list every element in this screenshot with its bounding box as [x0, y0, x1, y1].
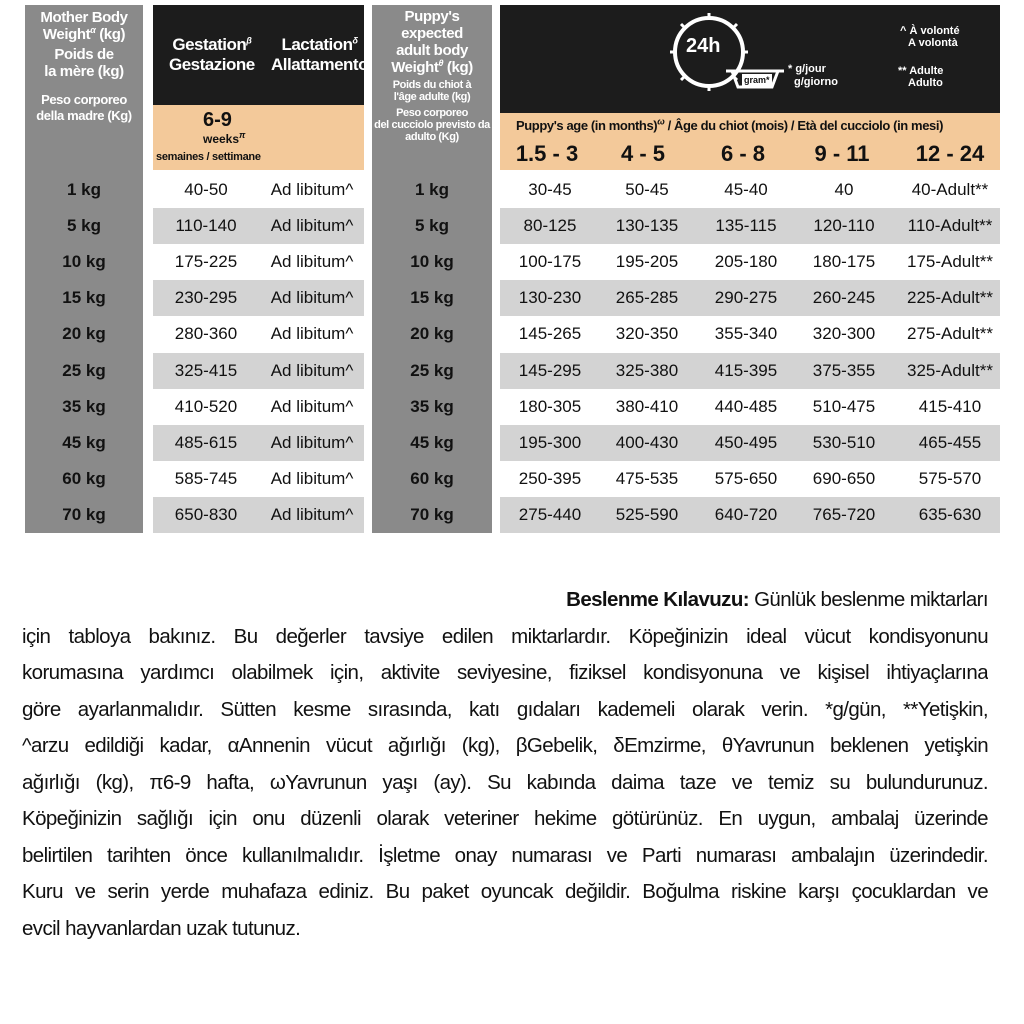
gestation-cell: 650-830 [174, 504, 238, 524]
puppy-age-cell: 380-410 [615, 396, 679, 416]
puppy-weight-header [372, 5, 492, 175]
puppy-weight-cell: 35 kg [410, 396, 454, 416]
adulte-note: ** Adulte [898, 65, 944, 77]
gestation-row [153, 497, 364, 533]
puppy-age-cell: 225-Adult** [906, 288, 993, 308]
paragraph-line-4: göre ayarlanmalıdır. Sütten kesme sırasında, katı gıdaları kademeli olarak verin. *g/gün, **Yetişkin, [22, 697, 988, 721]
paragraph-line-6: ağırlığı (kg), π6-9 hafta, ωYavrunun yaşı (ay). Su kabında daima taze ve temiz su bulundurunuz. [22, 770, 988, 794]
puppy-age-cell: 275-440 [518, 504, 582, 524]
age-range-4: 9 - 11 [814, 141, 870, 166]
puppy-weight-cell: 5 kg [414, 216, 450, 236]
paragraph-line-3: korumasına yardımcı olabilmek için, aktivite seviyesine, fiziksel kondisyonuna ve kişisel ihtiyaçlarına [22, 661, 988, 684]
puppy-age-cell: 575-650 [714, 468, 778, 488]
paragraph-line-10: evcil hayvanlardan uzak tutunuz. [22, 916, 301, 940]
lactation-cell: Ad libitum^ [270, 432, 354, 452]
mother-weight-cell: 70 kg [62, 504, 106, 524]
weeks-fr-it-label: semaines / settimane [156, 151, 261, 163]
puppy-weight-cell: 60 kg [410, 468, 454, 488]
mother-weight-cell: 1 kg [66, 180, 102, 199]
lactation-cell: Ad libitum^ [270, 396, 354, 416]
weeks-range: 6-9 [203, 109, 232, 131]
puppy-weight-cell: 10 kg [410, 252, 454, 272]
clock-bowl-icon [500, 5, 1000, 113]
puppy-age-cell: 130-230 [518, 288, 582, 308]
puppy-age-cell: 40-Adult** [911, 180, 989, 199]
mother-weight-cell: 45 kg [62, 432, 106, 452]
mother-weight-cell: 10 kg [62, 252, 106, 272]
puppy-age-cell: 40 [834, 180, 854, 199]
puppy-age-cell: 415-410 [918, 396, 982, 416]
puppy-age-row [500, 208, 1000, 244]
puppy-age-cell: 290-275 [714, 288, 778, 308]
gestation-row [153, 389, 364, 425]
puppy-age-row [500, 172, 1000, 208]
weeks-label: weeks$^\pi$ [203, 130, 246, 146]
puppy-age-header [500, 5, 1000, 113]
puppy-weight-cell: 45 kg [410, 432, 454, 452]
g-giorno-note: g/giorno [794, 76, 838, 88]
gestation-cell: 40-50 [184, 180, 228, 199]
puppy-age-cell: 475-535 [615, 468, 679, 488]
puppy-age-row [500, 353, 1000, 389]
puppy-age-cell: 265-285 [615, 288, 679, 308]
age-range-2: 4 - 5 [620, 141, 666, 166]
puppy-age-row [500, 389, 1000, 425]
omega-sup: ω [657, 116, 665, 127]
adulto-note: Adulto [908, 77, 943, 89]
a-volonte-note: ^ À volonté [900, 25, 960, 37]
mother-weight-cell: 35 kg [62, 396, 106, 416]
puppy-age-cell: 110-Adult** [907, 216, 993, 236]
puppy-age-row [500, 497, 1000, 533]
puppy-age-cell: 260-245 [812, 288, 876, 308]
mother-header-fr-1: Poids de [54, 46, 114, 63]
mother-header-en-3: (kg) [95, 26, 126, 43]
puppy-age-cell: 375-355 [812, 360, 876, 380]
lactation-cell: Ad libitum^ [270, 252, 354, 272]
puppy-header-fr-2: l'âge adulte (kg) [393, 91, 471, 103]
puppy-age-title: Puppy's age (in months)$^\omega$ / Âge du chiot (mois) / Età del cucciolo (in mesi) [516, 116, 943, 133]
puppy-age-cell: 530-510 [812, 432, 876, 452]
puppy-age-row [500, 425, 1000, 461]
gestation-row [153, 353, 364, 389]
puppy-age-cell: 195-205 [615, 252, 679, 272]
puppy-age-cell: 355-340 [714, 324, 778, 344]
puppy-age-cell: 195-300 [518, 432, 582, 452]
lactation-cell: Ad libitum^ [270, 324, 354, 344]
puppy-age-cell: 415-395 [714, 360, 778, 380]
puppy-header-it-2: del cucciolo previsto da [374, 119, 490, 131]
gestation-lactation-header [153, 5, 368, 105]
gestation-row [153, 172, 364, 208]
puppy-age-cell: 205-180 [714, 252, 778, 272]
puppy-age-cell: 525-590 [615, 504, 679, 524]
puppy-age-subheader [500, 113, 1000, 170]
puppy-age-cell: 640-720 [714, 504, 778, 524]
puppy-header-en-4: (kg) [443, 59, 473, 76]
gestation-cell: 175-225 [174, 252, 238, 272]
puppy-age-cell: 635-630 [918, 504, 982, 524]
theta-sup: θ [438, 58, 444, 68]
g-jour-note: * g/jour [788, 63, 826, 75]
puppy-age-cell: 275-Adult** [906, 324, 993, 344]
puppy-weight-cell: 1 kg [414, 180, 450, 199]
puppy-age-cell: 30-45 [528, 180, 572, 199]
lactation-cell: Ad libitum^ [270, 360, 354, 380]
puppy-age-row [500, 316, 1000, 352]
puppy-header-fr-1: Poids du chiot à [392, 79, 472, 91]
puppy-weight-cell: 70 kg [410, 504, 454, 524]
gram-label: gram* [744, 75, 770, 85]
puppy-age-cell: 120-110 [813, 216, 875, 236]
puppy-age-cell: 440-485 [714, 396, 778, 416]
puppy-header-en-3: Weight [391, 59, 439, 76]
puppy-age-row [500, 244, 1000, 280]
gestation-row [153, 461, 364, 497]
puppy-age-cell: 690-650 [812, 468, 876, 488]
puppy-weight-cell: 20 kg [410, 324, 454, 344]
puppy-age-cell: 325-380 [615, 360, 679, 380]
puppy-header-en-2: adult body [396, 42, 468, 59]
puppy-header-it-1: Peso corporeo [396, 107, 468, 119]
mother-header-en-1: Mother Body [40, 9, 128, 26]
mother-weight-column [25, 5, 143, 533]
mother-weight-cell: 25 kg [62, 360, 106, 380]
clock-24h-label: 24h [686, 35, 721, 57]
paragraph-title: Beslenme Kılavuzu: [566, 588, 749, 611]
paragraph-line-8: belirtilen tarihten önce kullanılmalıdır. İşletme onay numarası ve Parti numarası ambalajın üzerindedir. [22, 843, 988, 867]
puppy-age-cell: 765-720 [812, 504, 876, 524]
puppy-age-row [500, 280, 1000, 316]
mother-weight-cell: 60 kg [62, 468, 106, 488]
mother-header-fr-2: la mère (kg) [44, 63, 124, 80]
pi-sup: π [239, 130, 246, 140]
paragraph-line-9: Kuru ve serin yerde muhafaza ediniz. Bu paket oyuncak değildir. Boğulma riskine karşı çocuklardan ve [22, 880, 988, 903]
lactation-cell: Ad libitum^ [270, 180, 354, 199]
mother-header-it-1: Peso corporeo [41, 92, 127, 107]
mother-weight-cell: 20 kg [62, 324, 106, 344]
lactation-cell: Ad libitum^ [270, 504, 354, 524]
puppy-weight-cell: 25 kg [410, 360, 454, 380]
delta-sup: δ [352, 35, 358, 46]
age-range-5: 12 - 24 [915, 141, 985, 166]
alpha-sup: α [90, 25, 96, 35]
gestation-cell: 280-360 [174, 324, 238, 344]
lactation-cell: Ad libitum^ [270, 468, 354, 488]
lactation-cell: Ad libitum^ [270, 288, 354, 308]
puppy-age-cell: 250-395 [518, 468, 582, 488]
mother-weight-header [25, 5, 143, 175]
paragraph-line-1: Beslenme Kılavuzu: Günlük beslenme miktarları [566, 588, 988, 611]
puppy-age-cell: 135-115 [715, 216, 777, 236]
puppy-weight-cell: 15 kg [410, 288, 454, 308]
feeding-guide-paragraph [22, 582, 988, 947]
gestation-label: Gestation$^\beta$ Gestazione [169, 35, 255, 74]
lactation-label: Lactation$^\delta$ Allattamento [271, 35, 368, 74]
gestation-row [153, 244, 364, 280]
gestation-cell: 230-295 [174, 288, 238, 308]
puppy-age-cell: 175-Adult** [906, 252, 993, 272]
puppy-age-cell: 80-125 [523, 216, 577, 236]
gestation-row [153, 316, 364, 352]
mother-weight-cell: 15 kg [62, 288, 106, 308]
puppy-age-cell: 575-570 [918, 468, 982, 488]
beta-sup: β [246, 35, 252, 46]
lactation-cell: Ad libitum^ [270, 216, 354, 236]
puppy-age-cell: 180-175 [812, 252, 876, 272]
gestation-cell: 325-415 [174, 360, 238, 380]
puppy-age-cell: 510-475 [812, 396, 876, 416]
puppy-age-cell: 130-135 [615, 216, 679, 236]
age-range-1: 1.5 - 3 [515, 141, 579, 166]
puppy-age-cell: 145-265 [518, 324, 582, 344]
gestation-row [153, 208, 364, 244]
weeks-subheader [153, 105, 364, 170]
gestation-row [153, 280, 364, 316]
gestation-cell: 585-745 [174, 468, 238, 488]
paragraph-line-7: Köpeğinizin sağlığı için onu düzenli olarak veteriner hekime götürünüz. En uygun, ambalaj üzerinde [22, 807, 988, 830]
paragraph-line-5: ^arzu edildiği kadar, αAnnenin vücut ağırlığı (kg), βGebelik, δEmzirme, θYavrunun beklenen yetişkin [22, 734, 988, 757]
puppy-weight-column [372, 5, 492, 533]
puppy-age-cell: 100-175 [518, 252, 582, 272]
puppy-age-cell: 180-305 [518, 396, 582, 416]
mother-weight-cell: 5 kg [66, 216, 102, 236]
paragraph-line-2: için tabloya bakınız. Bu değerler tavsiye edilen miktarlardır. Köpeğinizin ideal vücut kondisyonunu [22, 624, 988, 648]
puppy-age-cell: 465-455 [918, 432, 982, 452]
a-volonta-note: A volontà [908, 37, 958, 49]
puppy-age-cell: 320-300 [812, 324, 876, 344]
puppy-age-cell: 50-45 [625, 180, 669, 199]
gestation-cell: 410-520 [174, 396, 238, 416]
puppy-age-cell: 325-Adult** [906, 360, 993, 380]
puppy-age-row [500, 461, 1000, 497]
puppy-age-cell: 145-295 [518, 360, 582, 380]
puppy-age-cell: 450-495 [714, 432, 778, 452]
age-range-3: 6 - 8 [720, 141, 766, 166]
puppy-header-en-1: Puppy's expected [401, 8, 463, 42]
gestation-cell: 485-615 [174, 432, 238, 452]
puppy-age-cell: 320-350 [615, 324, 679, 344]
puppy-age-cell: 45-40 [724, 180, 768, 199]
puppy-age-cell: 400-430 [615, 432, 679, 452]
gestation-cell: 110-140 [175, 216, 237, 236]
mother-header-it-2: della madre (Kg) [36, 108, 132, 123]
mother-header-en-2: Weight [42, 26, 91, 43]
gestation-row [153, 425, 364, 461]
puppy-header-it-3: adulto (Kg) [405, 131, 459, 143]
